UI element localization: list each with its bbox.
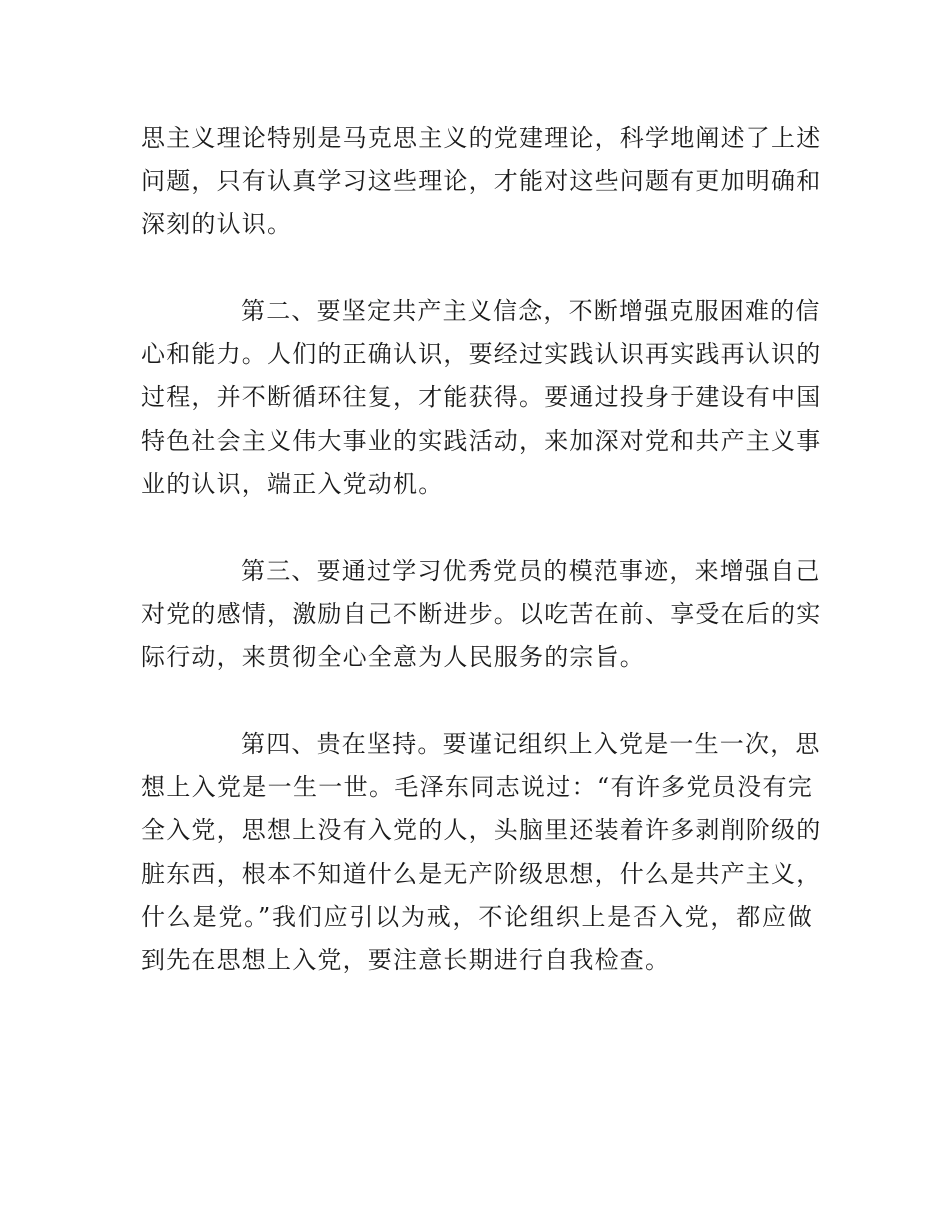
text-line: 第二、要坚定共产主义信念，不断增强克服困难的信 bbox=[241, 297, 821, 325]
text-line: 到先在思想上入党，要注意长期进行自我检查。 bbox=[141, 945, 671, 974]
paragraph-2 bbox=[141, 290, 822, 506]
text-line: 什么是党。”我们应引以为戒，不论组织上是否入党，都应做 bbox=[141, 902, 813, 931]
text-line: 想上入党是一生一世。毛泽东同志说过：“有许多党员没有完 bbox=[141, 773, 813, 802]
text-line: 对党的感情，激励自己不断进步。以吃苦在前、享受在后的实 bbox=[141, 600, 822, 629]
paragraph-1 bbox=[141, 117, 822, 247]
text-line: 思主义理论特别是马克思主义的党建理论，科学地阐述了上述 bbox=[141, 124, 822, 152]
text-line: 特色社会主义伟大事业的实践活动，来加深对党和共产主义事 bbox=[141, 426, 822, 455]
text-line: 脏东西，根本不知道什么是无产阶级思想，什么是共产主义， bbox=[141, 859, 822, 888]
text-line: 过程，并不断循环往复，才能获得。要通过投身于建设有中国 bbox=[141, 383, 822, 412]
text-line: 全入党，思想上没有入党的人，头脑里还装着许多剥削阶级的 bbox=[141, 816, 822, 845]
text-line: 问题，只有认真学习这些理论，才能对这些问题有更加明确和 bbox=[141, 167, 822, 196]
text-line: 业的认识，端正入党动机。 bbox=[141, 469, 444, 498]
text-line: 心和能力。人们的正确认识，要经过实践认识再实践再认识的 bbox=[141, 340, 822, 369]
text-line: 际行动，来贯彻全心全意为人民服务的宗旨。 bbox=[141, 643, 645, 672]
paragraph-4 bbox=[141, 723, 822, 982]
text-line: 深刻的认识。 bbox=[141, 210, 293, 239]
text-line: 第四、贵在坚持。要谨记组织上入党是一生一次，思 bbox=[241, 730, 821, 758]
text-line: 第三、要通过学习优秀党员的模范事迹，来增强自己 bbox=[241, 557, 821, 585]
paragraph-3 bbox=[141, 550, 822, 680]
